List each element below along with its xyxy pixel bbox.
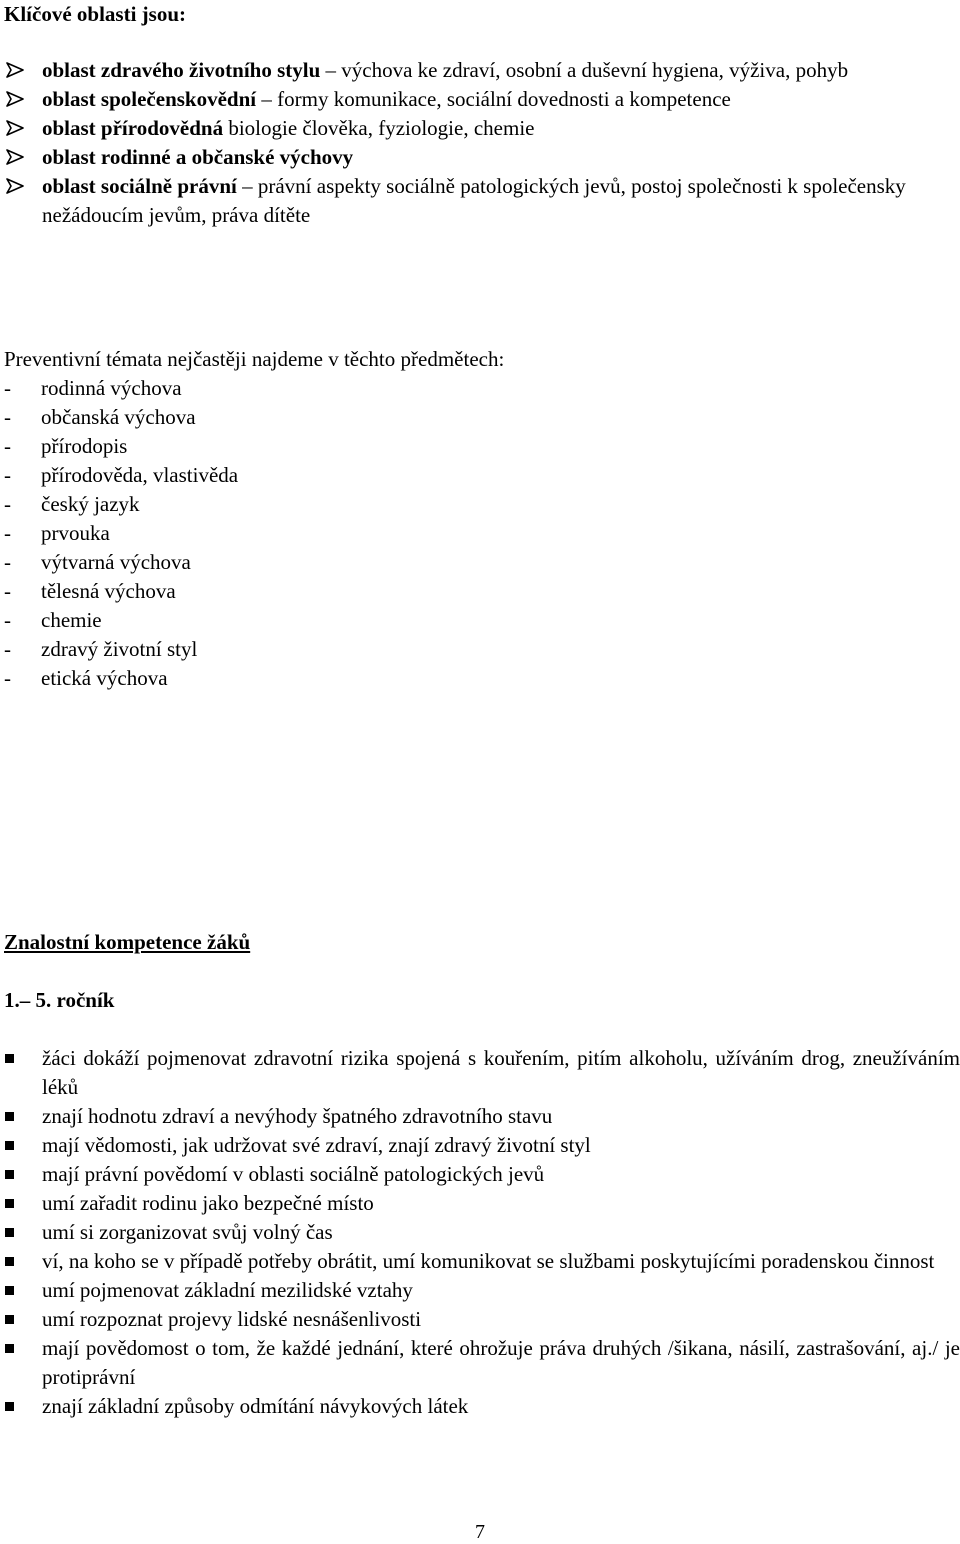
dash-bullet: - [4, 463, 11, 487]
subject-label: prvouka [41, 521, 110, 545]
competence-text: umí pojmenovat základní mezilidské vztahy [42, 1278, 413, 1302]
competence-item [0, 1218, 960, 1247]
subject-item [4, 577, 944, 606]
page-number: 7 [475, 1521, 485, 1543]
competence-text: umí si zorganizovat svůj volný čas [42, 1220, 333, 1244]
square-bullet-icon [5, 1344, 14, 1353]
square-bullet-icon [5, 1112, 14, 1121]
square-bullet-icon [5, 1141, 14, 1150]
key-area-term: oblast přírodovědná [42, 116, 224, 140]
competence-item [0, 1392, 960, 1421]
subject-label: chemie [41, 608, 102, 632]
competence-text: žáci dokáží pojmenovat zdravotní rizika spojená s kouřením, pitím alkoholu, užíváním drog, zneužíváním léků [42, 1046, 960, 1099]
key-areas-heading: Klíčové oblasti jsou: [4, 2, 186, 26]
competences-heading: Znalostní kompetence žáků [4, 930, 251, 954]
dash-bullet: - [4, 434, 11, 458]
competence-text: znají základní způsoby odmítání návykových látek [42, 1394, 469, 1418]
competence-text: mají vědomosti, jak udržovat své zdraví, znají zdravý životní styl [42, 1133, 591, 1157]
competence-text: mají právní povědomí v oblasti sociálně patologických jevů [42, 1162, 545, 1186]
square-bullet-icon [5, 1286, 14, 1295]
key-area-desc: biologie člověka, fyziologie, chemie [223, 116, 535, 140]
square-bullet-icon [5, 1054, 14, 1063]
competence-text: umí rozpoznat projevy lidské nesnášenlivosti [42, 1307, 422, 1331]
dash-bullet: - [4, 666, 11, 690]
square-bullet-icon [5, 1402, 14, 1411]
competence-text: ví, na koho se v případě potřeby obrátit, umí komunikovat se službami poskytujícími poradenskou činnost [42, 1249, 935, 1273]
competence-item [0, 1102, 960, 1131]
subject-label: občanská výchova [41, 405, 196, 429]
competence-item [0, 1189, 960, 1218]
subjects-list [4, 374, 944, 693]
competence-item [0, 1160, 960, 1189]
key-areas-list [0, 56, 960, 230]
key-area-desc: – právní aspekty sociálně patologických jevů, postoj společnosti k společensky nežádoucím jevům, práva dítěte [42, 174, 906, 227]
subject-label: český jazyk [41, 492, 140, 516]
subject-label: výtvarná výchova [41, 550, 191, 574]
square-bullet-icon [5, 1315, 14, 1324]
subject-item [4, 490, 944, 519]
subject-label: přírodověda, vlastivěda [41, 463, 239, 487]
dash-bullet: - [4, 579, 11, 603]
square-bullet-icon [5, 1228, 14, 1237]
subject-item [4, 548, 944, 577]
subject-item [4, 461, 944, 490]
key-area-item [0, 85, 960, 114]
competences-list [0, 1044, 960, 1421]
key-area-item [0, 172, 960, 230]
dash-bullet: - [4, 405, 11, 429]
key-area-item [0, 114, 960, 143]
subject-item [4, 606, 944, 635]
square-bullet-icon [5, 1257, 14, 1266]
dash-bullet: - [4, 521, 11, 545]
competence-item [0, 1276, 960, 1305]
subject-item [4, 374, 944, 403]
subject-label: rodinná výchova [41, 376, 182, 400]
subject-item [4, 664, 944, 693]
dash-bullet: - [4, 376, 11, 400]
grade-heading: 1.– 5. ročník [4, 988, 115, 1012]
key-area-term: oblast rodinné a občanské výchovy [42, 145, 354, 169]
dash-bullet: - [4, 492, 11, 516]
competence-item [0, 1131, 960, 1160]
dash-bullet: - [4, 550, 11, 574]
arrowhead-bullet-icon [6, 149, 24, 165]
subject-label: přírodopis [41, 434, 128, 458]
square-bullet-icon [5, 1170, 14, 1179]
subject-label: tělesná výchova [41, 579, 176, 603]
subject-item [4, 432, 944, 461]
subject-label: zdravý životní styl [41, 637, 198, 661]
square-bullet-icon [5, 1199, 14, 1208]
key-area-term: oblast společenskovědní [42, 87, 257, 111]
subject-item [4, 403, 944, 432]
dash-bullet: - [4, 637, 11, 661]
arrowhead-bullet-icon [6, 62, 24, 78]
competence-item [0, 1247, 960, 1276]
subject-label: etická výchova [41, 666, 168, 690]
competence-item [0, 1044, 960, 1102]
competence-text: umí zařadit rodinu jako bezpečné místo [42, 1191, 374, 1215]
key-area-item [0, 143, 960, 172]
key-area-desc: – výchova ke zdraví, osobní a duševní hygiena, výživa, pohyb [320, 58, 849, 82]
key-area-term: oblast sociálně právní [42, 174, 237, 198]
competence-item [0, 1334, 960, 1392]
subject-item [4, 519, 944, 548]
competence-item [0, 1305, 960, 1334]
arrowhead-bullet-icon [6, 120, 24, 136]
dash-bullet: - [4, 608, 11, 632]
competence-text: mají povědomost o tom, že každé jednání, které ohrožuje práva druhých /šikana, násilí, zastrašování, aj./ je protiprávní [42, 1336, 960, 1389]
subject-item [4, 635, 944, 664]
arrowhead-bullet-icon [6, 178, 24, 194]
arrowhead-bullet-icon [6, 91, 24, 107]
key-area-term: oblast zdravého životního stylu [42, 58, 321, 82]
subjects-intro: Preventivní témata nejčastěji najdeme v těchto předmětech: [4, 347, 505, 371]
key-area-desc: – formy komunikace, sociální dovednosti a kompetence [256, 87, 731, 111]
subjects-section [4, 345, 944, 693]
competence-text: znají hodnotu zdraví a nevýhody špatného zdravotního stavu [42, 1104, 553, 1128]
key-area-item [0, 56, 960, 85]
